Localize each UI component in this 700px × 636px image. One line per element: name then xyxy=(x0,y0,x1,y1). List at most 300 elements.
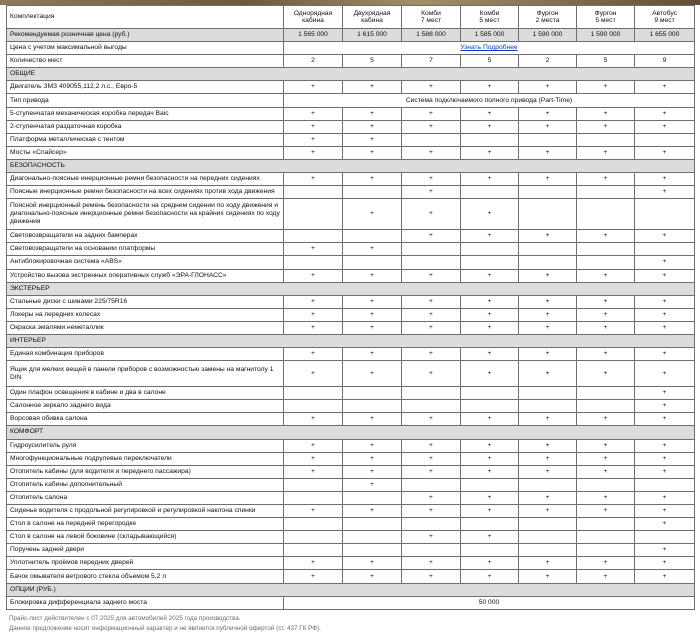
table-row xyxy=(7,256,695,269)
price-cell: 1 615 000 xyxy=(343,29,402,42)
table-row xyxy=(7,478,695,491)
seats-cell: 2 xyxy=(519,55,577,68)
feature-cell: + xyxy=(635,452,695,465)
feature-cell xyxy=(577,243,635,256)
table-row xyxy=(7,321,695,334)
feature-cell: + xyxy=(284,81,343,94)
feature-cell: + xyxy=(343,243,402,256)
row-label: Рекомендуемая розничная цена (руб.) xyxy=(7,29,284,42)
price-list xyxy=(0,5,700,635)
section-title: ЭКСТЕРЬЕР xyxy=(7,282,695,295)
row-label: Двигатель ЗМЗ 409055,112,2 л.с., Евро-5 xyxy=(7,81,284,94)
table-row xyxy=(7,570,695,583)
feature-cell xyxy=(577,186,635,199)
feature-cell: + xyxy=(577,557,635,570)
feature-cell: + xyxy=(577,491,635,504)
feature-cell xyxy=(284,387,343,400)
feature-cell xyxy=(343,256,402,269)
price-row xyxy=(7,29,695,42)
feature-cell: + xyxy=(402,120,461,133)
table-row xyxy=(7,465,695,478)
feature-cell: + xyxy=(461,269,519,282)
feature-cell xyxy=(519,400,577,413)
feature-cell: + xyxy=(519,439,577,452)
feature-cell xyxy=(519,133,577,146)
row-label: Локеры на передних колесах xyxy=(7,308,284,321)
feature-cell: + xyxy=(519,308,577,321)
feature-cell: + xyxy=(343,133,402,146)
feature-cell xyxy=(284,491,343,504)
feature-cell: + xyxy=(284,133,343,146)
feature-cell: + xyxy=(343,570,402,583)
feature-cell: + xyxy=(577,413,635,426)
feature-cell: + xyxy=(343,308,402,321)
feature-cell: + xyxy=(519,465,577,478)
feature-cell: + xyxy=(577,465,635,478)
feature-cell: + xyxy=(461,531,519,544)
table-row xyxy=(7,505,695,518)
feature-cell: + xyxy=(461,557,519,570)
row-label: Окраска эмалями неметаллик xyxy=(7,321,284,334)
feature-cell: + xyxy=(402,452,461,465)
feature-cell xyxy=(519,256,577,269)
feature-cell xyxy=(519,544,577,557)
feature-cell: + xyxy=(284,308,343,321)
feature-cell: + xyxy=(402,230,461,243)
feature-cell xyxy=(284,544,343,557)
table-row xyxy=(7,557,695,570)
row-span-value: 50 000 xyxy=(284,596,695,609)
learn-more-link[interactable]: Узнать Подробнее xyxy=(460,44,518,52)
feature-cell: + xyxy=(284,465,343,478)
feature-cell: + xyxy=(519,295,577,308)
table-row xyxy=(7,413,695,426)
feature-cell: + xyxy=(635,308,695,321)
feature-cell: + xyxy=(577,361,635,387)
feature-cell: + xyxy=(284,321,343,334)
feature-cell: + xyxy=(635,173,695,186)
feature-cell: + xyxy=(519,230,577,243)
feature-cell: + xyxy=(402,269,461,282)
row-label: Стол в салоне на передней перегородке xyxy=(7,518,284,531)
feature-cell: + xyxy=(577,505,635,518)
feature-cell: + xyxy=(284,452,343,465)
feature-cell: + xyxy=(284,505,343,518)
feature-cell xyxy=(519,531,577,544)
feature-cell: + xyxy=(519,173,577,186)
price-cell: 1 585 000 xyxy=(461,29,519,42)
feature-cell xyxy=(343,491,402,504)
seats-cell: 5 xyxy=(461,55,519,68)
row-label: Уплотнитель проёмов передних дверей xyxy=(7,557,284,570)
row-label: Поясной инерционный ремень безопасности на среднем сидении по ходу движения и диагонально-поясные инерционные ремни безопасности на крайних сидениях по ходу движения xyxy=(7,199,284,230)
feature-cell: + xyxy=(284,243,343,256)
feature-cell: + xyxy=(402,308,461,321)
feature-cell xyxy=(461,243,519,256)
feature-cell: + xyxy=(519,120,577,133)
feature-cell: + xyxy=(519,413,577,426)
feature-cell: + xyxy=(402,439,461,452)
feature-cell xyxy=(402,518,461,531)
feature-cell: + xyxy=(343,269,402,282)
seats-cell: 5 xyxy=(577,55,635,68)
row-label: Отопитель кабины дополнительный xyxy=(7,478,284,491)
row-label: Световозвращатели на основании платформы xyxy=(7,243,284,256)
header-col: Однорядная кабина xyxy=(284,6,343,29)
feature-cell: + xyxy=(577,269,635,282)
table-body xyxy=(7,29,695,610)
feature-cell xyxy=(577,544,635,557)
feature-cell: + xyxy=(635,81,695,94)
feature-cell xyxy=(402,387,461,400)
table-row xyxy=(7,439,695,452)
section-title: ОПЦИИ (РУБ.) xyxy=(7,583,695,596)
feature-cell: + xyxy=(402,531,461,544)
feature-cell: + xyxy=(461,348,519,361)
feature-cell xyxy=(577,133,635,146)
row-label: Бачок омывателя ветрового стекла объемом 5,2 л xyxy=(7,570,284,583)
row-label: Платформа металлическая с тентом xyxy=(7,133,284,146)
feature-cell xyxy=(461,544,519,557)
table-row xyxy=(7,186,695,199)
header-label: Комплектация xyxy=(7,6,284,29)
feature-cell: + xyxy=(343,295,402,308)
row-label: Ворсовая обивка салона xyxy=(7,413,284,426)
feature-cell: + xyxy=(284,146,343,159)
table-row xyxy=(7,107,695,120)
feature-cell xyxy=(461,518,519,531)
row-label: Салонное зеркало заднего вида xyxy=(7,400,284,413)
table-row xyxy=(7,133,695,146)
feature-cell: + xyxy=(635,505,695,518)
feature-cell: + xyxy=(284,413,343,426)
row-label: Мосты «Спайсер» xyxy=(7,146,284,159)
table-row xyxy=(7,491,695,504)
feature-cell xyxy=(284,518,343,531)
feature-cell xyxy=(577,199,635,230)
feature-cell: + xyxy=(635,256,695,269)
feature-cell xyxy=(461,133,519,146)
feature-cell xyxy=(519,387,577,400)
feature-cell: + xyxy=(635,295,695,308)
feature-cell: + xyxy=(284,173,343,186)
feature-cell xyxy=(519,199,577,230)
feature-cell: + xyxy=(461,570,519,583)
feature-cell: + xyxy=(635,321,695,334)
header-row xyxy=(7,6,695,29)
feature-cell: + xyxy=(635,146,695,159)
feature-cell xyxy=(402,133,461,146)
price-cell: 1 655 000 xyxy=(635,29,695,42)
feature-cell xyxy=(519,478,577,491)
row-label: Отопитель кабины (для водителя и переднего пассажира) xyxy=(7,465,284,478)
equipment-table xyxy=(6,5,695,610)
header-col: Фургон 5 мест xyxy=(577,6,635,29)
feature-cell: + xyxy=(635,518,695,531)
section-title: ИНТЕРЬЕР xyxy=(7,334,695,347)
feature-cell xyxy=(635,133,695,146)
row-label: Единая комбинация приборов xyxy=(7,348,284,361)
feature-cell xyxy=(635,531,695,544)
feature-cell: + xyxy=(577,81,635,94)
feature-cell xyxy=(519,243,577,256)
feature-cell: + xyxy=(635,557,695,570)
seats-cell: 9 xyxy=(635,55,695,68)
feature-cell: + xyxy=(577,295,635,308)
table-row xyxy=(7,295,695,308)
feature-cell: + xyxy=(343,478,402,491)
feature-cell: + xyxy=(461,107,519,120)
feature-cell: + xyxy=(519,146,577,159)
feature-cell: + xyxy=(343,465,402,478)
price-cell: 1 565 000 xyxy=(284,29,343,42)
feature-cell: + xyxy=(519,452,577,465)
feature-cell: + xyxy=(461,173,519,186)
feature-cell xyxy=(519,186,577,199)
feature-cell: + xyxy=(343,361,402,387)
feature-cell: + xyxy=(461,230,519,243)
row-label: 5-ступенчатая механическая коробка передач Baic xyxy=(7,107,284,120)
feature-cell: + xyxy=(461,452,519,465)
feature-cell: + xyxy=(402,199,461,230)
feature-cell: + xyxy=(402,146,461,159)
feature-cell xyxy=(519,518,577,531)
feature-cell: + xyxy=(519,321,577,334)
feature-cell: + xyxy=(402,505,461,518)
section-title: ОБЩИЕ xyxy=(7,68,695,81)
feature-cell: + xyxy=(577,452,635,465)
feature-cell: + xyxy=(461,308,519,321)
feature-cell xyxy=(577,387,635,400)
feature-cell: + xyxy=(402,361,461,387)
feature-cell: + xyxy=(577,308,635,321)
feature-cell xyxy=(284,400,343,413)
feature-cell: + xyxy=(635,570,695,583)
feature-cell: + xyxy=(343,413,402,426)
feature-cell: + xyxy=(284,361,343,387)
feature-cell xyxy=(461,256,519,269)
feature-cell: + xyxy=(343,505,402,518)
row-label: Световозвращатели на задних бамперах xyxy=(7,230,284,243)
table-row xyxy=(7,596,695,609)
feature-cell: + xyxy=(284,295,343,308)
feature-cell xyxy=(402,256,461,269)
row-label: Отопитель салона xyxy=(7,491,284,504)
row-label: Антиблокировочная система «ABS» xyxy=(7,256,284,269)
feature-cell: + xyxy=(343,199,402,230)
feature-cell xyxy=(577,256,635,269)
feature-cell: + xyxy=(343,120,402,133)
feature-cell xyxy=(461,400,519,413)
footer-disclaimer: Данное предложение носит информационный характер и не является публичной офертой (ст. 437 ГК РФ). xyxy=(9,625,321,633)
table-row xyxy=(7,146,695,159)
table-row xyxy=(7,518,695,531)
feature-cell: + xyxy=(635,186,695,199)
feature-cell: + xyxy=(635,348,695,361)
feature-cell: + xyxy=(635,491,695,504)
feature-cell: + xyxy=(635,361,695,387)
feature-cell: + xyxy=(402,491,461,504)
feature-cell xyxy=(343,544,402,557)
feature-cell xyxy=(461,387,519,400)
feature-cell: + xyxy=(402,186,461,199)
feature-cell: + xyxy=(461,439,519,452)
row-span-value: Система подключаемого полного привода (Part-Time) xyxy=(284,94,695,107)
feature-cell xyxy=(635,199,695,230)
section-title: КОМФОРТ xyxy=(7,426,695,439)
feature-cell: + xyxy=(577,570,635,583)
feature-cell: + xyxy=(519,81,577,94)
feature-cell xyxy=(284,199,343,230)
feature-cell: + xyxy=(461,146,519,159)
feature-cell: + xyxy=(461,505,519,518)
feature-cell: + xyxy=(284,348,343,361)
price-cell: 1 590 000 xyxy=(577,29,635,42)
benefit-cell xyxy=(284,42,695,55)
row-label: Количество мест xyxy=(7,55,284,68)
feature-cell: + xyxy=(519,361,577,387)
table-row xyxy=(7,452,695,465)
feature-cell: + xyxy=(519,557,577,570)
feature-cell xyxy=(402,478,461,491)
seats-row xyxy=(7,55,695,68)
feature-cell: + xyxy=(461,361,519,387)
feature-cell xyxy=(284,186,343,199)
feature-cell: + xyxy=(461,465,519,478)
feature-cell: + xyxy=(343,439,402,452)
feature-cell: + xyxy=(635,465,695,478)
row-label: Стол в салоне на левой боковине (складывающийся) xyxy=(7,531,284,544)
table-row xyxy=(7,400,695,413)
table-row xyxy=(7,199,695,230)
feature-cell xyxy=(402,243,461,256)
feature-cell xyxy=(577,518,635,531)
table-row xyxy=(7,120,695,133)
header-col: Фургон 2 места xyxy=(519,6,577,29)
feature-cell: + xyxy=(577,230,635,243)
row-label: Сиденье водителя с продольной регулировкой и регулировкой наклона спинки xyxy=(7,505,284,518)
feature-cell xyxy=(402,544,461,557)
feature-cell: + xyxy=(284,570,343,583)
feature-cell: + xyxy=(577,321,635,334)
feature-cell: + xyxy=(519,505,577,518)
feature-cell: + xyxy=(402,107,461,120)
feature-cell: + xyxy=(343,173,402,186)
feature-cell xyxy=(284,230,343,243)
table-row xyxy=(7,387,695,400)
feature-cell: + xyxy=(519,348,577,361)
feature-cell: + xyxy=(635,400,695,413)
feature-cell: + xyxy=(402,295,461,308)
row-label: Один плафон освещения в кабине и два в салоне xyxy=(7,387,284,400)
feature-cell: + xyxy=(343,557,402,570)
feature-cell: + xyxy=(402,81,461,94)
feature-cell: + xyxy=(635,439,695,452)
feature-cell xyxy=(284,478,343,491)
feature-cell xyxy=(343,531,402,544)
feature-cell: + xyxy=(402,348,461,361)
table-row xyxy=(7,269,695,282)
feature-cell: + xyxy=(461,199,519,230)
header-col: Автобус 9 мест xyxy=(635,6,695,29)
row-label: Блокировка дифференциала заднего моста xyxy=(7,596,284,609)
table-row xyxy=(7,230,695,243)
feature-cell xyxy=(343,230,402,243)
feature-cell: + xyxy=(343,321,402,334)
feature-cell: + xyxy=(461,81,519,94)
feature-cell: + xyxy=(343,348,402,361)
feature-cell xyxy=(635,478,695,491)
feature-cell: + xyxy=(402,321,461,334)
section-title: БЕЗОПАСНОСТЬ xyxy=(7,159,695,172)
row-label: Тип привода xyxy=(7,94,284,107)
feature-cell xyxy=(461,186,519,199)
feature-cell: + xyxy=(461,321,519,334)
row-label: Многофункциональные подрулевые переключатели xyxy=(7,452,284,465)
feature-cell: + xyxy=(461,295,519,308)
row-label: Стальные диски с шинами 225/75R16 xyxy=(7,295,284,308)
table-row xyxy=(7,173,695,186)
seats-cell: 7 xyxy=(402,55,461,68)
feature-cell: + xyxy=(402,557,461,570)
feature-cell: + xyxy=(343,452,402,465)
row-label: 2-ступенчатая раздаточная коробка xyxy=(7,120,284,133)
feature-cell xyxy=(577,400,635,413)
table-row xyxy=(7,81,695,94)
feature-cell: + xyxy=(402,173,461,186)
row-label: Диагонально-поясные инерционные ремни безопасности на передних сидениях xyxy=(7,173,284,186)
feature-cell xyxy=(343,518,402,531)
footer-validity: Прайс-лист действителен с 07.2025 для автомобилей 2025 года производства. xyxy=(9,614,241,622)
feature-cell: + xyxy=(577,173,635,186)
feature-cell: + xyxy=(577,146,635,159)
feature-cell: + xyxy=(461,120,519,133)
section-header-row xyxy=(7,334,695,347)
footer-notes xyxy=(6,614,694,635)
section-header-row xyxy=(7,159,695,172)
table-row xyxy=(7,531,695,544)
row-label: Цена с учетом максимальной выгоды xyxy=(7,42,284,55)
feature-cell: + xyxy=(343,146,402,159)
feature-cell: + xyxy=(461,491,519,504)
feature-cell: + xyxy=(461,413,519,426)
feature-cell: + xyxy=(577,107,635,120)
row-label: Ящик для мелких вещей в панели приборов с возможностью замены на магнитолу 1 DIN xyxy=(7,361,284,387)
feature-cell xyxy=(577,531,635,544)
feature-cell xyxy=(635,243,695,256)
price-cell: 1 590 000 xyxy=(519,29,577,42)
feature-cell: + xyxy=(635,387,695,400)
table-row xyxy=(7,544,695,557)
feature-cell: + xyxy=(343,81,402,94)
feature-cell xyxy=(343,186,402,199)
section-header-row xyxy=(7,282,695,295)
feature-cell: + xyxy=(519,570,577,583)
feature-cell xyxy=(343,400,402,413)
section-header-row xyxy=(7,426,695,439)
seats-cell: 2 xyxy=(284,55,343,68)
feature-cell: + xyxy=(519,269,577,282)
row-label: Устройство вызова экстренных оперативных служб «ЭРА-ГЛОНАСС» xyxy=(7,269,284,282)
feature-cell: + xyxy=(577,120,635,133)
feature-cell: + xyxy=(402,570,461,583)
feature-cell: + xyxy=(284,557,343,570)
feature-cell: + xyxy=(284,107,343,120)
feature-cell: + xyxy=(402,465,461,478)
feature-cell: + xyxy=(284,120,343,133)
header-col: Двухрядная кабина xyxy=(343,6,402,29)
row-label: Гидроусилитель руля xyxy=(7,439,284,452)
